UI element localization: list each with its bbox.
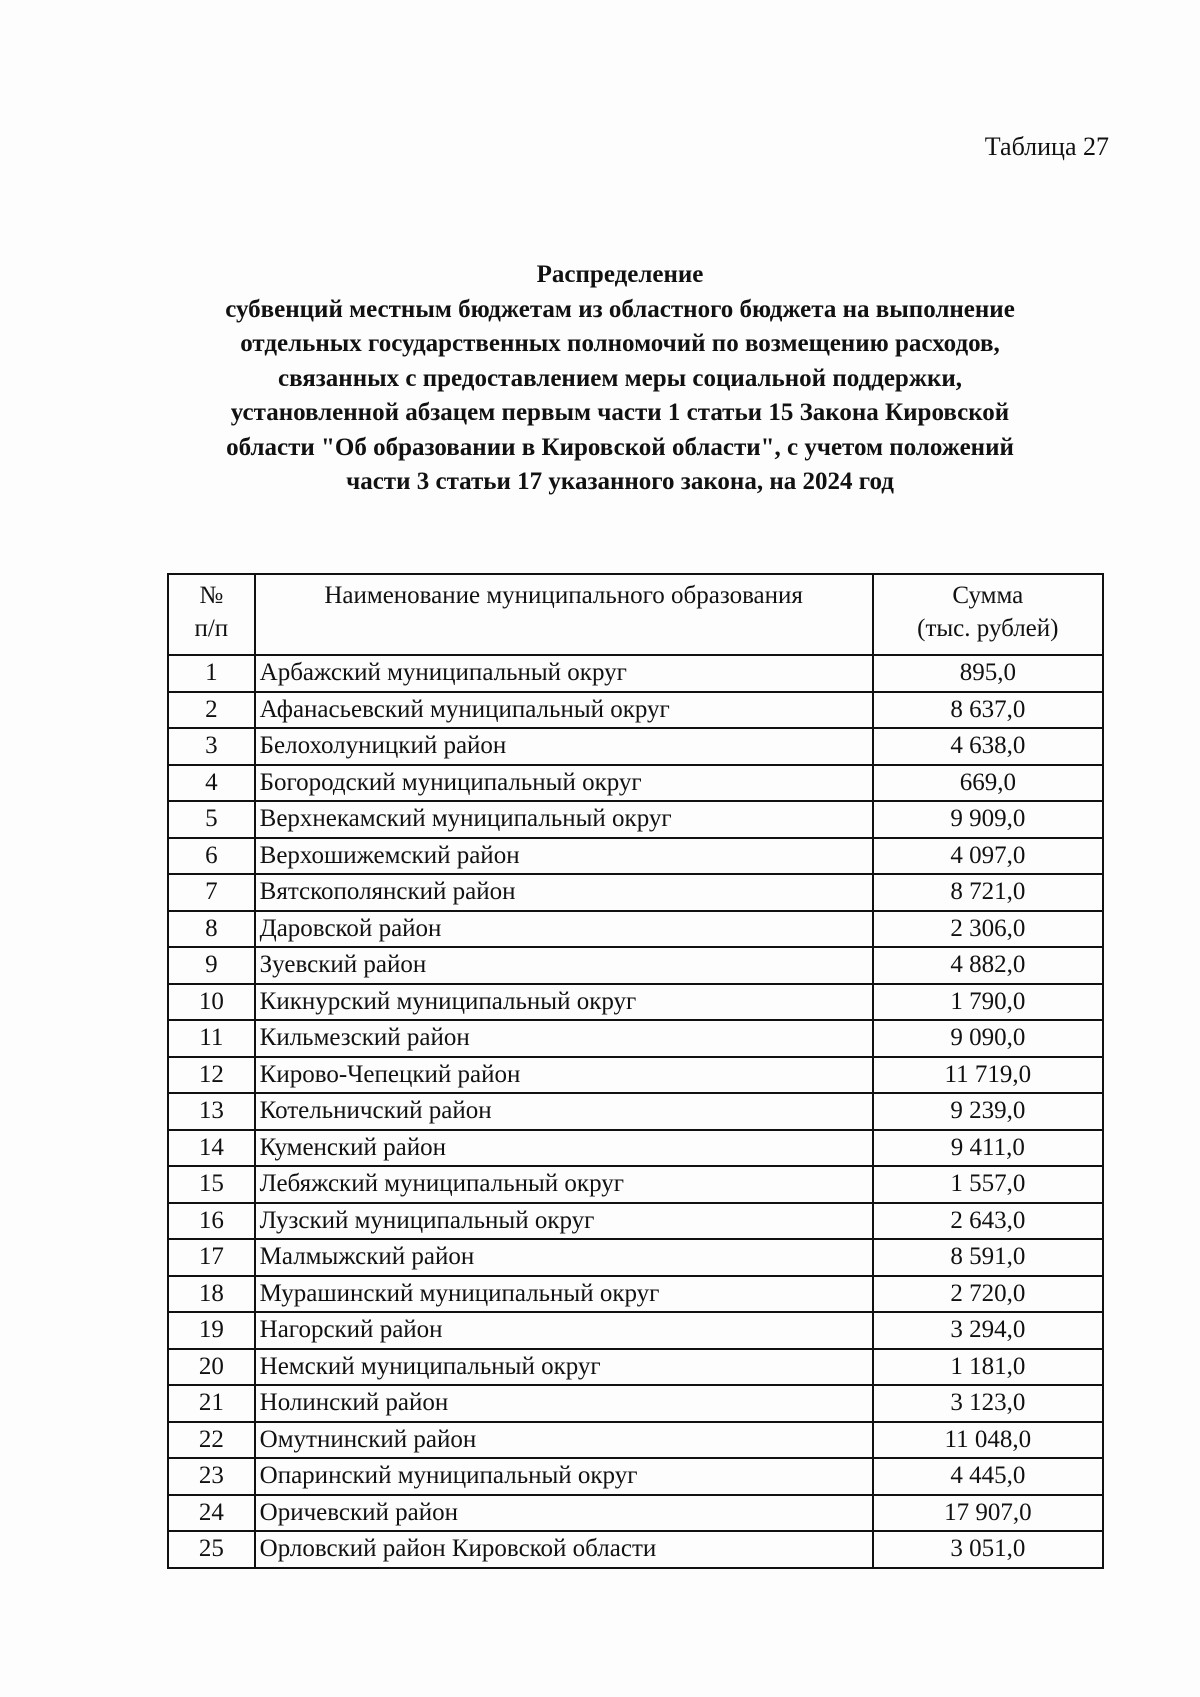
row-number: 1 <box>168 655 255 692</box>
amount: 9 909,0 <box>873 801 1103 838</box>
header-sum <box>873 574 1103 655</box>
amount: 9 090,0 <box>873 1020 1103 1057</box>
amount: 3 294,0 <box>873 1312 1103 1349</box>
amount: 8 721,0 <box>873 874 1103 911</box>
amount: 3 123,0 <box>873 1385 1103 1422</box>
table-row <box>168 1349 1103 1386</box>
amount: 1 181,0 <box>873 1349 1103 1386</box>
row-number: 11 <box>168 1020 255 1057</box>
title-line: Распределение <box>536 261 704 288</box>
amount: 4 882,0 <box>873 947 1103 984</box>
municipality-name: Малмыжский район <box>255 1239 873 1276</box>
municipality-name: Вятскополянский район <box>255 874 873 911</box>
header-sum-line2: (тыс. рублей) <box>917 615 1059 642</box>
amount: 895,0 <box>873 655 1103 692</box>
table-row <box>168 1093 1103 1130</box>
municipality-name: Опаринский муниципальный округ <box>255 1458 873 1495</box>
municipality-name: Даровской район <box>255 911 873 948</box>
table-row <box>168 728 1103 765</box>
row-number: 24 <box>168 1495 255 1532</box>
table-row <box>168 1203 1103 1240</box>
municipality-name: Омутнинский район <box>255 1422 873 1459</box>
table-header-row <box>168 574 1103 655</box>
row-number: 12 <box>168 1057 255 1094</box>
municipality-name: Арбажский муниципальный округ <box>255 655 873 692</box>
municipality-name: Нагорский район <box>255 1312 873 1349</box>
row-number: 21 <box>168 1385 255 1422</box>
amount: 11 719,0 <box>873 1057 1103 1094</box>
row-number: 8 <box>168 911 255 948</box>
amount: 4 445,0 <box>873 1458 1103 1495</box>
municipality-name: Кильмезский район <box>255 1020 873 1057</box>
municipality-name: Орловский район Кировской области <box>255 1531 873 1568</box>
row-number: 23 <box>168 1458 255 1495</box>
row-number: 7 <box>168 874 255 911</box>
municipality-name: Куменский район <box>255 1130 873 1167</box>
municipality-name: Котельничский район <box>255 1093 873 1130</box>
table-row <box>168 1130 1103 1167</box>
amount: 17 907,0 <box>873 1495 1103 1532</box>
row-number: 14 <box>168 1130 255 1167</box>
row-number: 5 <box>168 801 255 838</box>
title-line: связанных с предоставлением меры социальной поддержки, <box>277 364 963 392</box>
row-number: 9 <box>168 947 255 984</box>
municipality-name: Лебяжский муниципальный округ <box>255 1166 873 1203</box>
title-line: части 3 статьи 17 указанного закона, на 2024 год <box>346 468 894 495</box>
amount: 8 637,0 <box>873 692 1103 729</box>
table-number-label: Таблица 27 <box>984 132 1109 161</box>
amount: 9 239,0 <box>873 1093 1103 1130</box>
municipality-name: Лузский муниципальный округ <box>255 1203 873 1240</box>
table-row <box>168 911 1103 948</box>
table-row <box>168 947 1103 984</box>
header-number <box>168 574 255 655</box>
row-number: 20 <box>168 1349 255 1386</box>
table-row <box>168 1276 1103 1313</box>
header-name-text: Наименование муниципального образования <box>324 582 803 609</box>
title-line: области "Об образовании в Кировской области", с учетом положений <box>226 433 1014 461</box>
amount: 669,0 <box>873 765 1103 802</box>
amount: 4 638,0 <box>873 728 1103 765</box>
title-line: установленной абзацем первым части 1 статьи 15 Закона Кировской <box>230 399 1010 426</box>
row-number: 15 <box>168 1166 255 1203</box>
amount: 9 411,0 <box>873 1130 1103 1167</box>
municipality-name: Немский муниципальный округ <box>255 1349 873 1386</box>
row-number: 4 <box>168 765 255 802</box>
table-row <box>168 1020 1103 1057</box>
row-number: 3 <box>168 728 255 765</box>
municipality-name: Афанасьевский муниципальный округ <box>255 692 873 729</box>
municipality-name: Оричевский район <box>255 1495 873 1532</box>
title-line: отдельных государственных полномочий по возмещению расходов, <box>240 330 1000 357</box>
municipality-name: Богородский муниципальный округ <box>255 765 873 802</box>
municipality-name: Верхошижемский район <box>255 838 873 875</box>
row-number: 16 <box>168 1203 255 1240</box>
amount: 4 097,0 <box>873 838 1103 875</box>
distribution-table <box>167 573 1104 1569</box>
table-row <box>168 1312 1103 1349</box>
amount: 1 557,0 <box>873 1166 1103 1203</box>
table-row <box>168 874 1103 911</box>
amount: 1 790,0 <box>873 984 1103 1021</box>
row-number: 10 <box>168 984 255 1021</box>
row-number: 17 <box>168 1239 255 1276</box>
table-row <box>168 984 1103 1021</box>
amount: 3 051,0 <box>873 1531 1103 1568</box>
row-number: 25 <box>168 1531 255 1568</box>
amount: 2 720,0 <box>873 1276 1103 1313</box>
municipality-name: Зуевский район <box>255 947 873 984</box>
amount: 2 643,0 <box>873 1203 1103 1240</box>
municipality-name: Мурашинский муниципальный округ <box>255 1276 873 1313</box>
row-number: 2 <box>168 692 255 729</box>
table-row <box>168 655 1103 692</box>
header-number-line1: № <box>199 582 224 609</box>
municipality-name: Кикнурский муниципальный округ <box>255 984 873 1021</box>
municipality-name: Кирово-Чепецкий район <box>255 1057 873 1094</box>
table-row <box>168 1057 1103 1094</box>
row-number: 13 <box>168 1093 255 1130</box>
table-row <box>168 1239 1103 1276</box>
table-row <box>168 801 1103 838</box>
table-row <box>168 1531 1103 1568</box>
municipality-name: Верхнекамский муниципальный округ <box>255 801 873 838</box>
title-line: субвенций местным бюджетам из областного бюджета на выполнение <box>225 295 1015 323</box>
header-sum-line1: Сумма <box>952 582 1024 609</box>
table-row <box>168 1422 1103 1459</box>
municipality-name: Нолинский район <box>255 1385 873 1422</box>
table-row <box>168 692 1103 729</box>
table-row <box>168 1166 1103 1203</box>
table-body <box>168 655 1103 1568</box>
row-number: 22 <box>168 1422 255 1459</box>
row-number: 19 <box>168 1312 255 1349</box>
table-row <box>168 838 1103 875</box>
municipality-name: Белохолуницкий район <box>255 728 873 765</box>
amount: 11 048,0 <box>873 1422 1103 1459</box>
table-row <box>168 1495 1103 1532</box>
table-row <box>168 1385 1103 1422</box>
row-number: 6 <box>168 838 255 875</box>
amount: 8 591,0 <box>873 1239 1103 1276</box>
table-row <box>168 765 1103 802</box>
document-title <box>180 258 1060 500</box>
row-number: 18 <box>168 1276 255 1313</box>
header-number-line2: п/п <box>194 615 229 642</box>
amount: 2 306,0 <box>873 911 1103 948</box>
table-row <box>168 1458 1103 1495</box>
header-name <box>255 574 873 655</box>
